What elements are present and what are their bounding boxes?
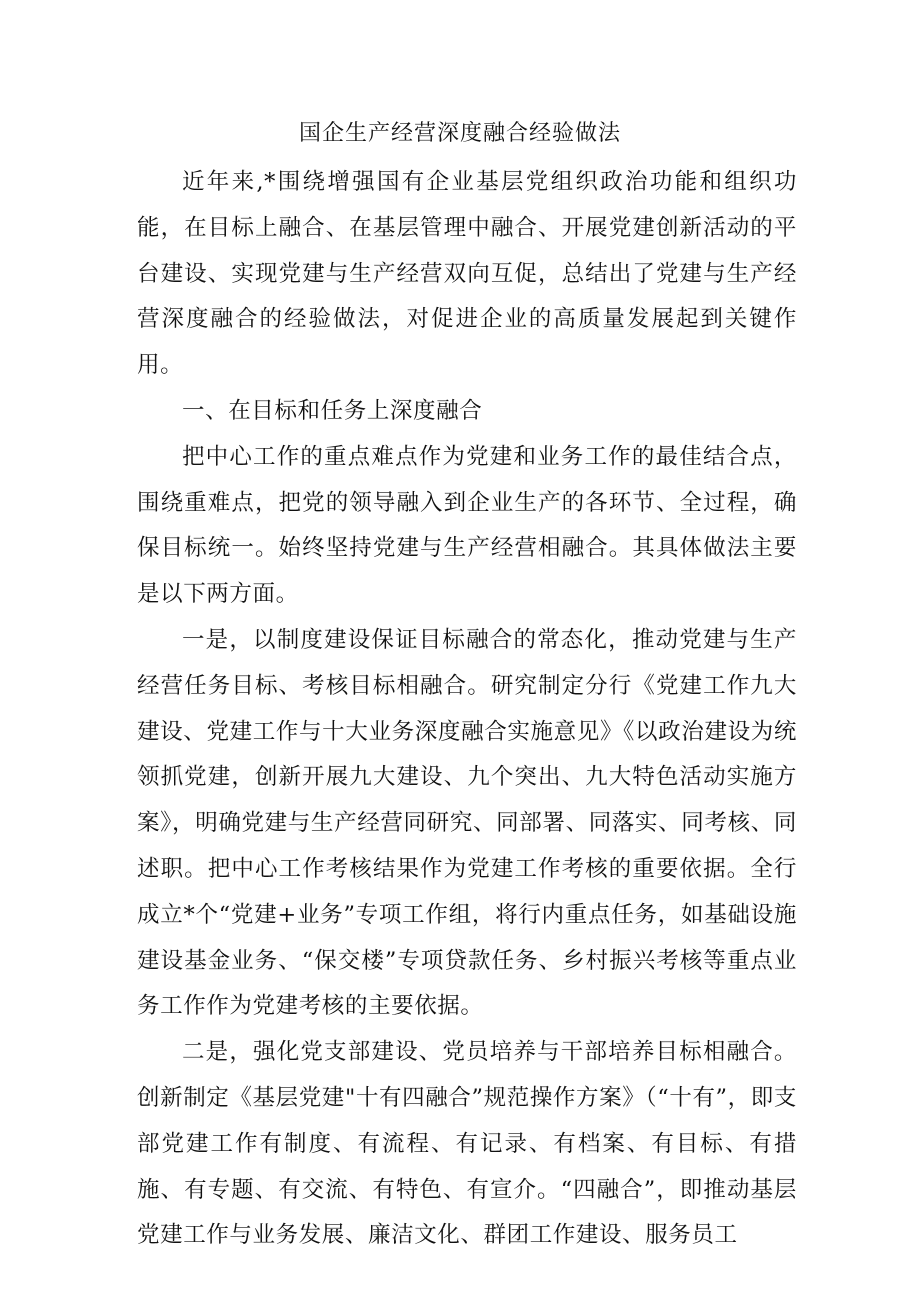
- intro-paragraph: 近年来,*围绕增强国有企业基层党组织政治功能和组织功能，在目标上融合、在基层管理中融合、开展党建创新活动的平台建设、实现党建与生产经营双向互促，总结出了党建与生产经营深度融合的经验做法，对促进企业的高质量发展起到关键作用。: [137, 169, 797, 379]
- section-intro-paragraph: 把中心工作的重点难点作为党建和业务工作的最佳结合点，围绕重难点，把党的领导融入到企业生产的各环节、全过程，确保目标统一。始终坚持党建与生产经营相融合。其具体做法主要是以下两方面。: [137, 443, 797, 608]
- document-body: [137, 160, 797, 1259]
- point-two-paragraph: 二是，强化党支部建设、党员培养与干部培养目标相融合。创新制定《基层党建"十有四融合”规范操作方案》（“十有”，即支部党建工作有制度、有流程、有记录、有档案、有目标、有措施、有专题、有交流、有特色、有宣介。“四融合”，即推动基层党建工作与业务发展、廉洁文化、群团工作建设、服务员工: [137, 1039, 797, 1249]
- document-title: 国企生产经营深度融合经验做法: [298, 121, 621, 146]
- section-heading: 一、在目标和任务上深度融合: [182, 397, 483, 424]
- point-one-paragraph: 一是，以制度建设保证目标融合的常态化，推动党建与生产经营任务目标、考核目标相融合。研究制定分行《党建工作九大建设、党建工作与十大业务深度融合实施意见》《以政治建设为统领抓党建，创新开展九大建设、九个突出、九大特色活动实施方案》，明确党建与生产经营同研究、同部署、同落实、同考核、同述职。把中心工作考核结果作为党建工作考核的重要依据。全行成立*个“党建+业务”专项工作组，将行内重点任务，如基础设施建设基金业务、“保交楼”专项贷款任务、乡村振兴考核等重点业务工作作为党建考核的主要依据。: [137, 626, 797, 1020]
